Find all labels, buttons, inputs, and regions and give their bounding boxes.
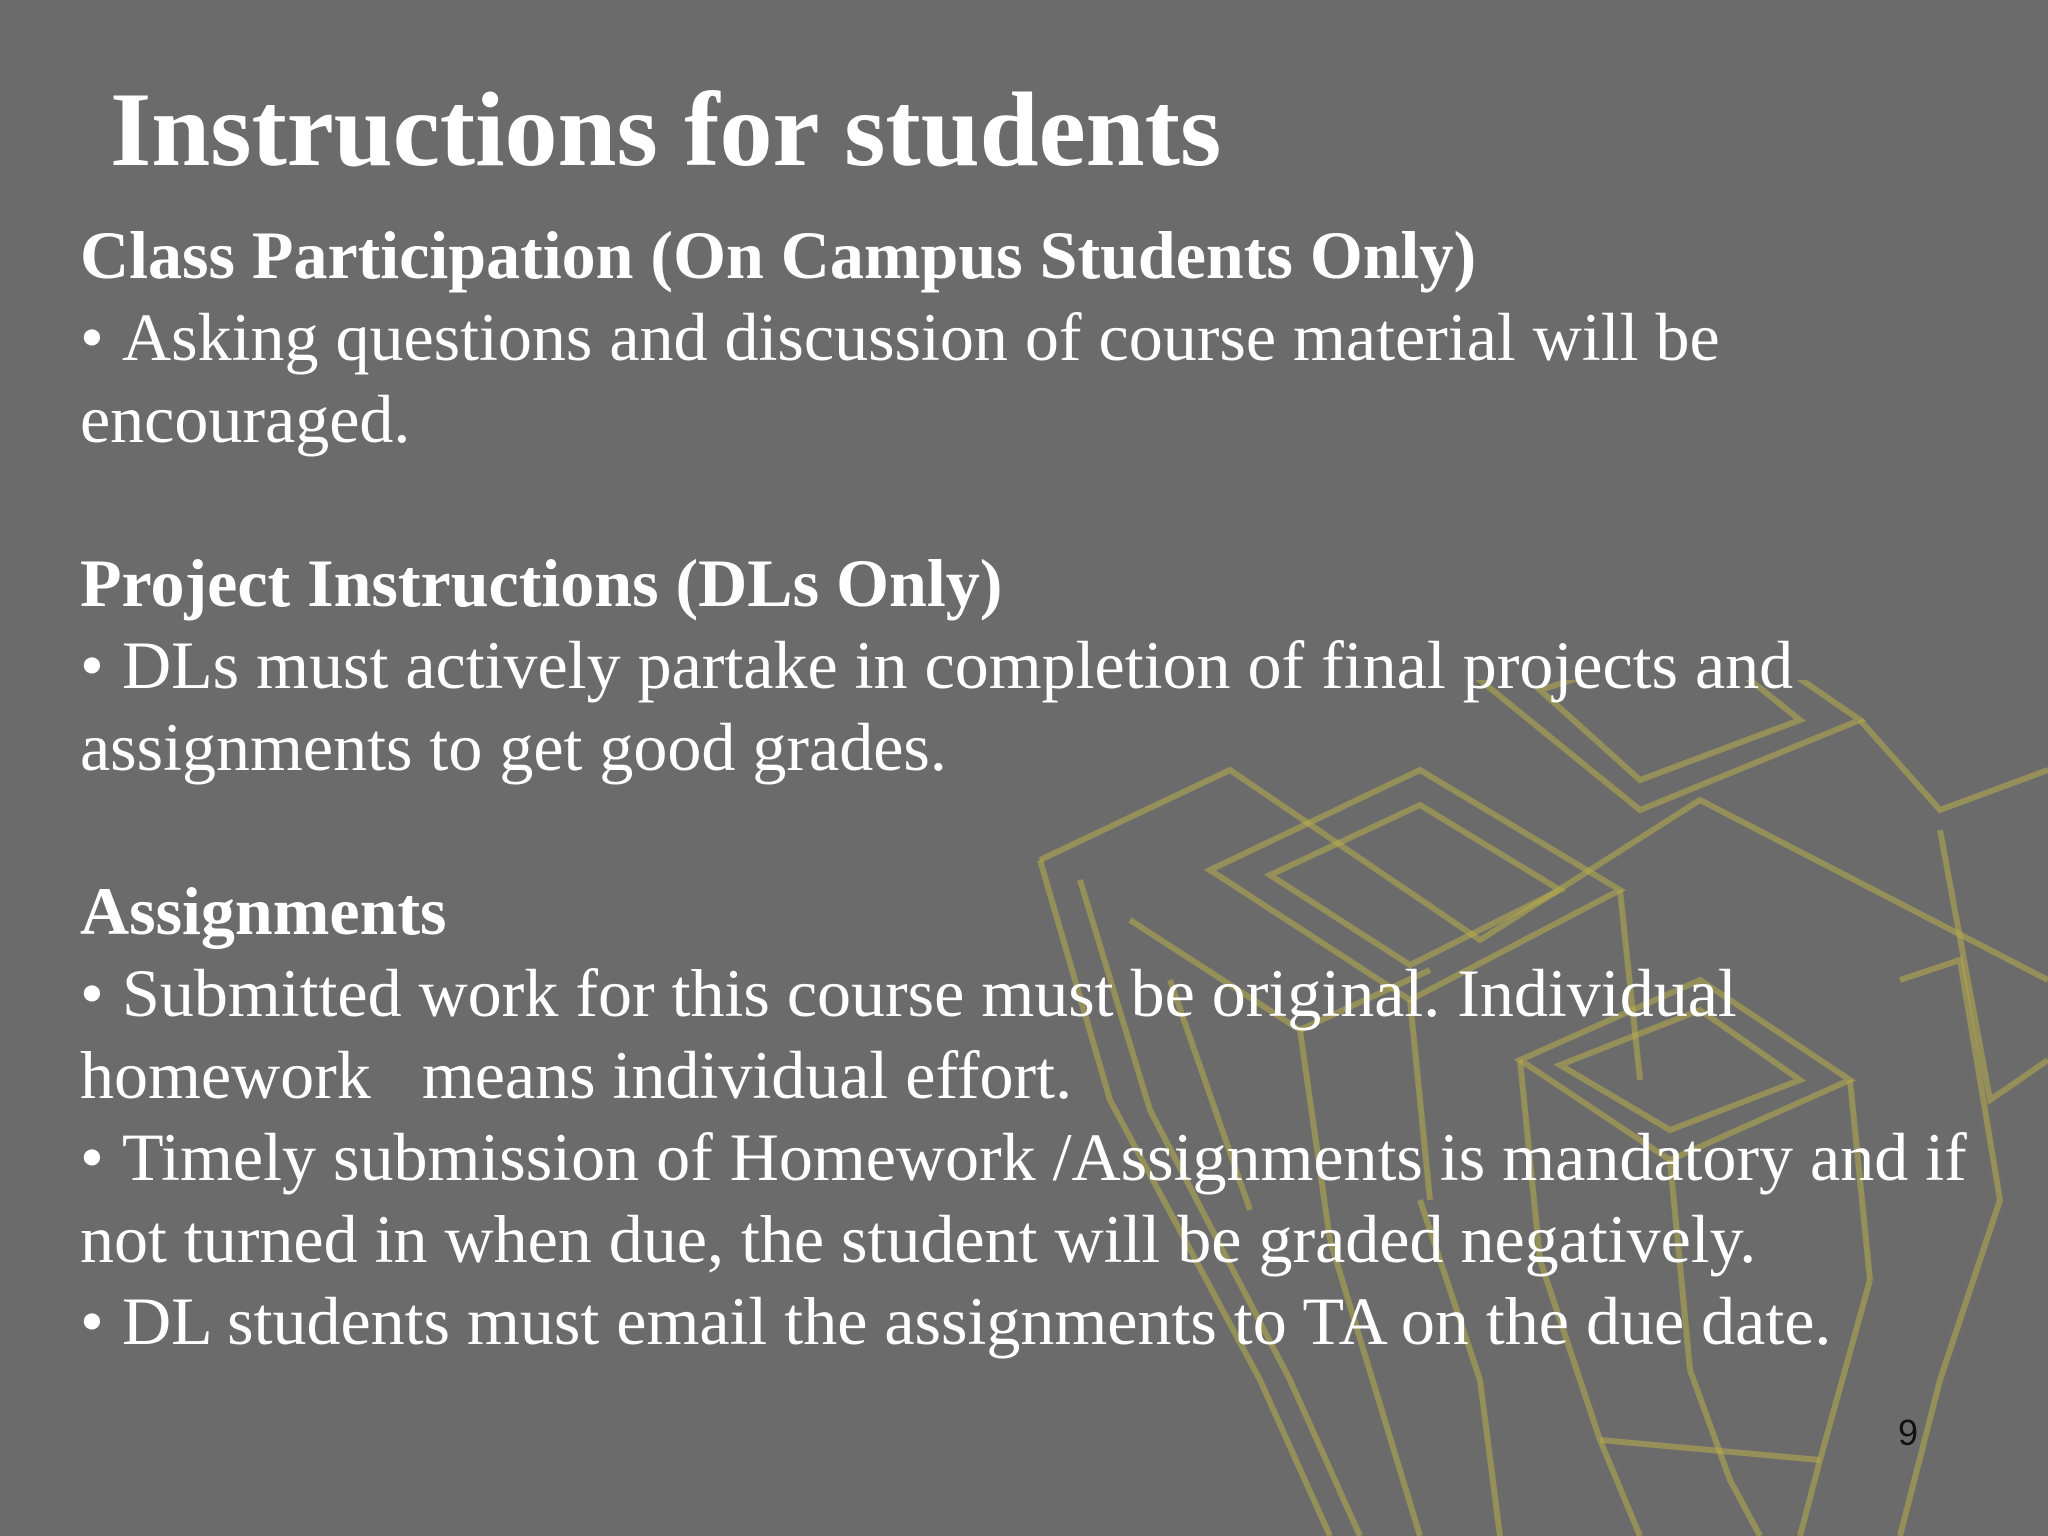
page-number: 9 — [1898, 1412, 1919, 1453]
bullet-icon: • — [80, 1283, 104, 1359]
bullet-item: • DL students must email the assignments to TA on the due date. — [80, 1280, 1980, 1362]
slide-title: Instructions for students — [110, 71, 1222, 188]
bullet-item: • Timely submission of Homework /Assignments is mandatory and if not turned in when due, the student will be graded negatively. — [80, 1116, 1980, 1280]
bullet-item: • Submitted work for this course must be original. Individual homework means individual effort. — [80, 952, 1980, 1116]
bullet-icon: • — [80, 955, 104, 1031]
section-heading-class-participation: Class Participation (On Campus Students Only) — [80, 217, 1477, 293]
slide-content — [80, 214, 1980, 1362]
bullet-icon: • — [80, 1119, 104, 1195]
bullet-icon: • — [80, 299, 104, 375]
spacer — [80, 788, 1980, 870]
section-heading-assignments: Assignments — [80, 873, 447, 949]
section-heading-project-instructions: Project Instructions (DLs Only) — [80, 545, 1003, 621]
bullet-item: • Asking questions and discussion of course material will be encouraged. — [80, 296, 1980, 460]
bullet-item: • DLs must actively partake in completion of final projects and assignments to get good grades. — [80, 624, 1980, 788]
bullet-icon: • — [80, 627, 104, 703]
spacer — [80, 460, 1980, 542]
